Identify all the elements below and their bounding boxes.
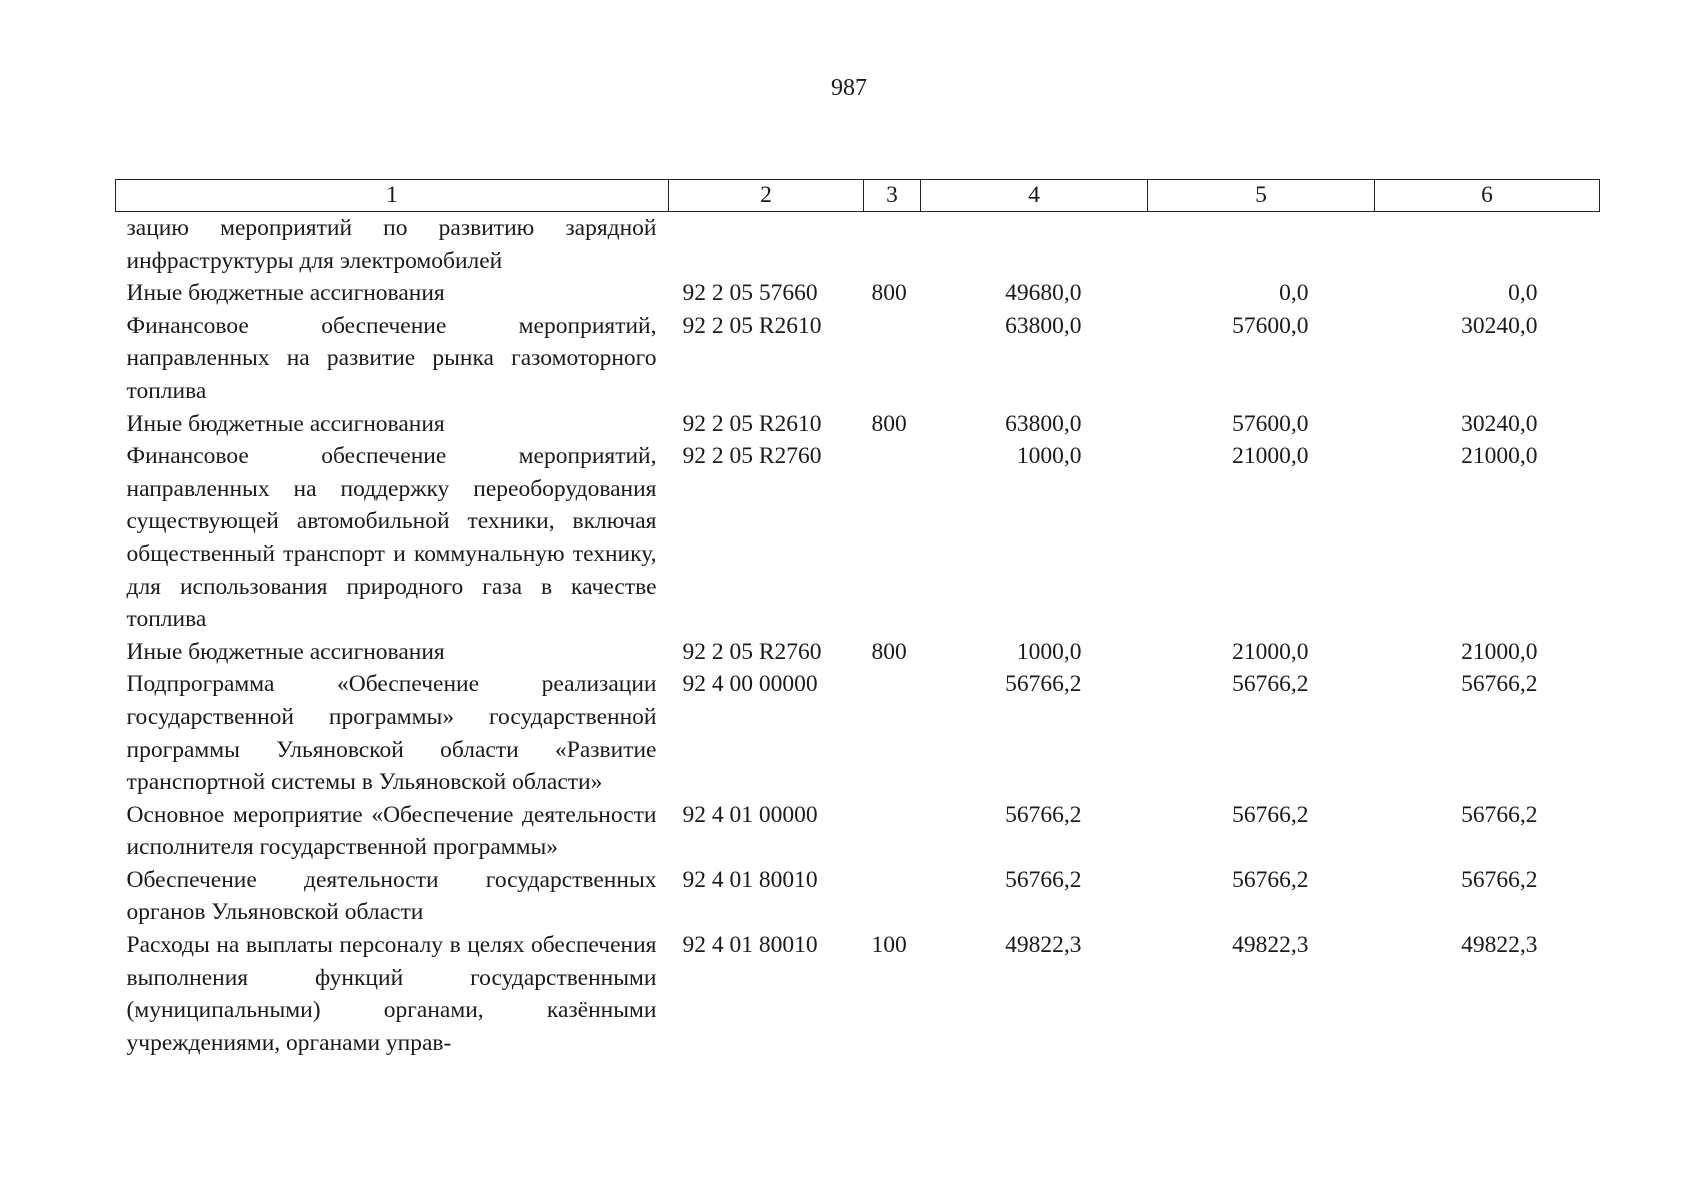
- row-value-col5: 49822,3: [1232, 932, 1309, 959]
- column-header-1: 1: [116, 180, 669, 212]
- row-expense-type: [864, 310, 921, 408]
- row-code: 92 4 01 00000: [682, 801, 818, 828]
- table-row: [116, 636, 1600, 669]
- page-number: 987: [831, 75, 867, 101]
- row-name: Расходы на выплаты персоналу в целях обеспечения выполнения функций государственными (муниципальными) органами, казёнными учреждениями, органами управ-: [126, 932, 657, 1056]
- row-value-col5: [1148, 212, 1375, 278]
- row-value-col4: 49822,3: [1005, 932, 1082, 959]
- row-value-col5: 0,0: [1279, 280, 1309, 307]
- row-value-col6: 56766,2: [1461, 671, 1538, 698]
- row-value-col6: 30240,0: [1461, 312, 1538, 339]
- row-name: Финансовое обеспечение мероприятий, направленных на поддержку переоборудования существующей автомобильной техники, включая общественный транспорт и коммунальную технику, для использования природного газа в качестве топлива: [126, 443, 657, 633]
- row-code: 92 2 05 R2760: [682, 638, 822, 665]
- row-value-col4: 56766,2: [1005, 866, 1082, 893]
- table-row: [116, 668, 1600, 798]
- budget-table: [115, 179, 1600, 1059]
- table-row: [116, 408, 1600, 441]
- column-header-2: 2: [669, 180, 864, 212]
- row-value-col5: 57600,0: [1232, 312, 1309, 339]
- column-header-3: 3: [864, 180, 921, 212]
- column-header-5: 5: [1148, 180, 1375, 212]
- row-name: Финансовое обеспечение мероприятий, направленных на развитие рынка газомоторного топлива: [126, 312, 657, 404]
- row-expense-type: 100: [871, 932, 907, 959]
- table-row: [116, 277, 1600, 310]
- header-row: [116, 180, 1600, 212]
- row-code: 92 2 05 57660: [682, 280, 818, 307]
- row-value-col5: 56766,2: [1232, 801, 1309, 828]
- row-name: Обеспечение деятельности государственных органов Ульяновской области: [126, 866, 657, 926]
- row-name: Иные бюджетные ассигнования: [126, 638, 445, 665]
- row-expense-type: [864, 668, 921, 798]
- table-row: [116, 864, 1600, 929]
- row-name: Подпрограмма «Обеспечение реализации государственной программы» государственной программы Ульяновской области «Развитие транспортной системы в Ульяновской области»: [126, 671, 657, 796]
- table-row: [116, 310, 1600, 408]
- row-expense-type: [864, 864, 921, 929]
- row-code: 92 2 05 R2610: [682, 410, 822, 437]
- row-expense-type: [864, 799, 921, 864]
- row-code: 92 2 05 R2760: [682, 443, 822, 470]
- row-value-col4: 63800,0: [1005, 410, 1082, 437]
- column-header-6: 6: [1375, 180, 1600, 212]
- row-value-col5: 57600,0: [1232, 410, 1309, 437]
- row-value-col4: 49680,0: [1005, 280, 1082, 307]
- row-value-col4: 63800,0: [1005, 312, 1082, 339]
- row-name: Иные бюджетные ассигнования: [126, 280, 445, 307]
- row-value-col5: 56766,2: [1232, 671, 1309, 698]
- row-value-col5: 56766,2: [1232, 866, 1309, 893]
- table-row: [116, 799, 1600, 864]
- row-value-col4: 56766,2: [1005, 671, 1082, 698]
- row-code: 92 4 00 00000: [682, 671, 818, 698]
- row-value-col6: [1375, 212, 1600, 278]
- table-row: [116, 212, 1600, 278]
- row-expense-type: 800: [871, 638, 907, 665]
- row-value-col6: 56766,2: [1461, 801, 1538, 828]
- row-value-col4: 1000,0: [1016, 443, 1082, 470]
- row-value-col6: 21000,0: [1461, 443, 1538, 470]
- row-expense-type: 800: [871, 280, 907, 307]
- table-row: [116, 929, 1600, 1059]
- row-value-col6: 56766,2: [1461, 866, 1538, 893]
- row-code: 92 4 01 80010: [682, 866, 818, 893]
- row-expense-type: [864, 440, 921, 636]
- row-name: зацию мероприятий по развитию зарядной инфраструктуры для электромобилей: [126, 215, 657, 274]
- row-value-col4: [921, 212, 1148, 278]
- row-value-col5: 21000,0: [1232, 638, 1309, 665]
- row-value-col4: 1000,0: [1016, 638, 1082, 665]
- row-expense-type: 800: [871, 410, 907, 437]
- row-value-col6: 30240,0: [1461, 410, 1538, 437]
- row-name: Основное мероприятие «Обеспечение деятельности исполнителя государственной программы»: [126, 801, 657, 861]
- row-value-col5: 21000,0: [1232, 443, 1309, 470]
- column-header-4: 4: [921, 180, 1148, 212]
- row-code: 92 4 01 80010: [682, 932, 818, 959]
- row-name: Иные бюджетные ассигнования: [126, 410, 445, 437]
- table-row: [116, 440, 1600, 636]
- row-value-col6: 49822,3: [1461, 932, 1538, 959]
- row-code: 92 2 05 R2610: [682, 312, 822, 339]
- row-expense-type: [864, 212, 921, 278]
- row-value-col6: 0,0: [1508, 280, 1538, 307]
- row-value-col4: 56766,2: [1005, 801, 1082, 828]
- row-value-col6: 21000,0: [1461, 638, 1538, 665]
- row-code: [669, 212, 864, 278]
